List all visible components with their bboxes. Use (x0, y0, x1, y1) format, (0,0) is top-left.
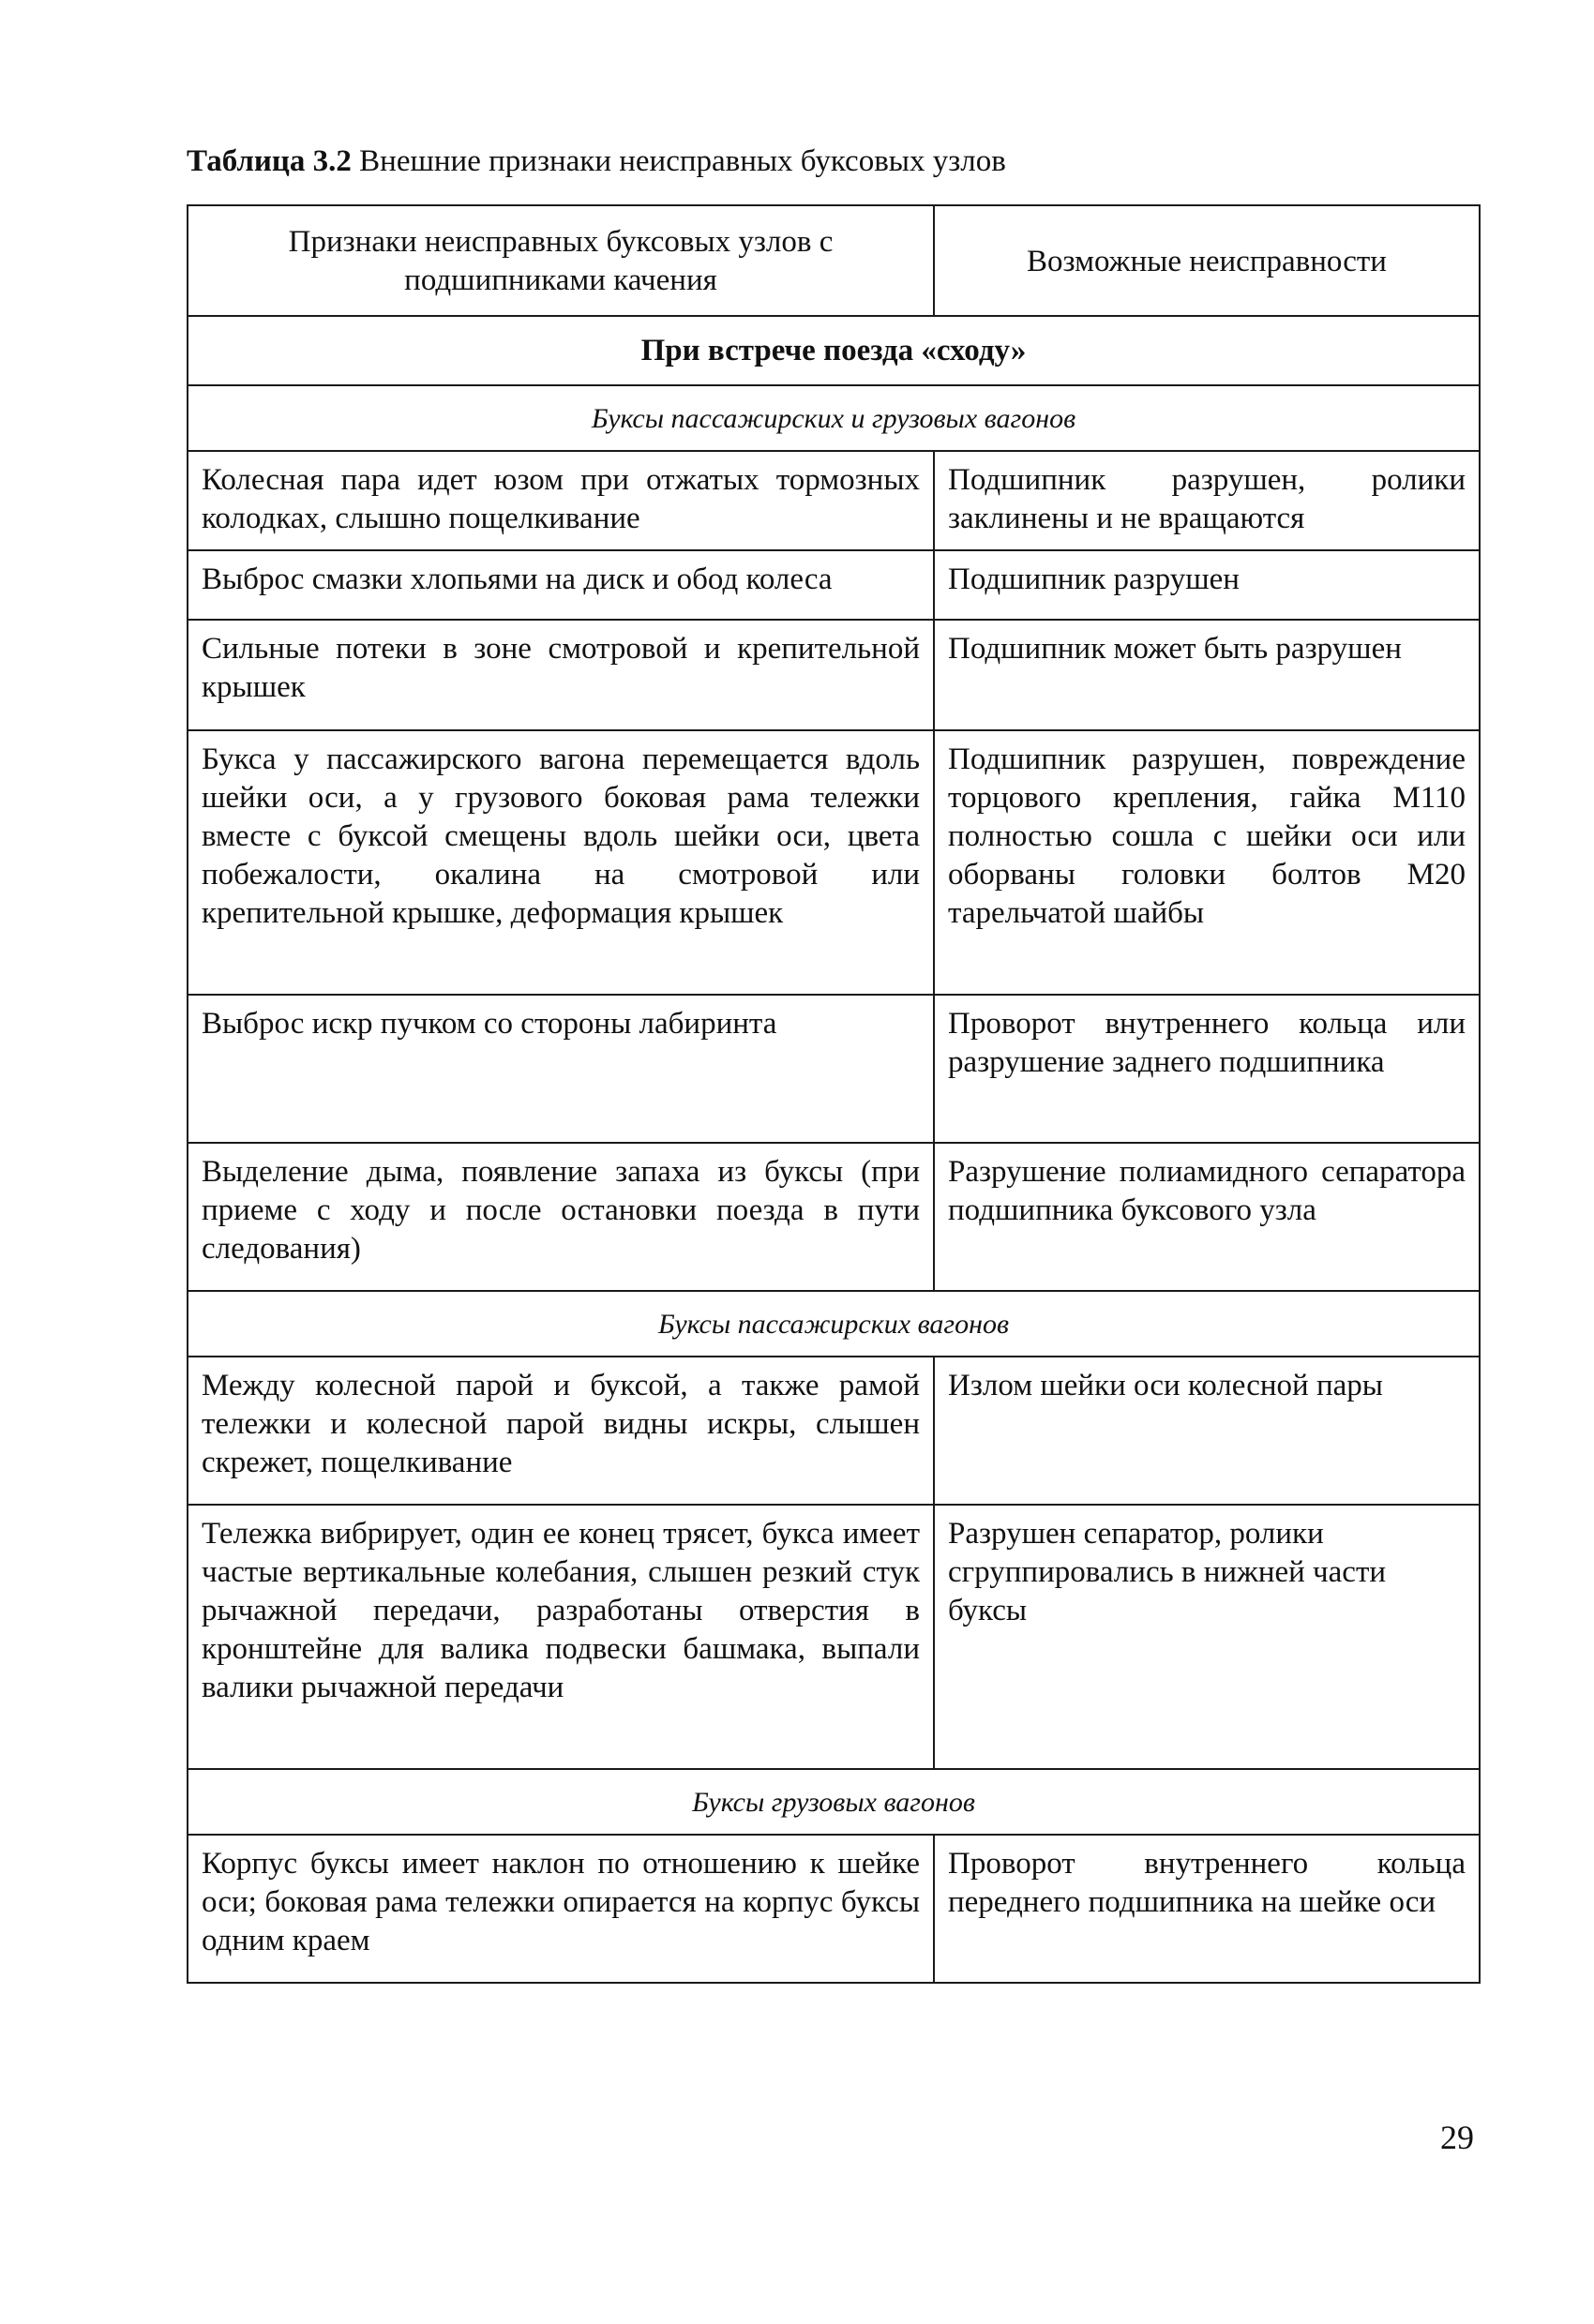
fault-cell: Разрушен сепаратор, ролики сгруппировались в нижней части буксы (934, 1505, 1480, 1769)
caption-text: Внешние признаки неисправных буксовых узлов (359, 144, 1006, 178)
group-row (188, 1291, 1480, 1357)
sign-cell: Сильные потеки в зоне смотровой и крепительной крышек (188, 620, 934, 730)
fault-cell: Излом шейки оси колесной пары (934, 1357, 1480, 1505)
fault-cell: Подшипник разрушен, повреждение торцового крепления, гайка М110 полностью сошла с шейки оси или оборваны головки болтов М20 тарельчатой шайбы (934, 730, 1480, 995)
section-row (188, 316, 1480, 385)
fault-cell: Разрушение полиамидного сепаратора подшипника буксового узла (934, 1143, 1480, 1291)
table-row (188, 451, 1480, 550)
group-row (188, 1769, 1480, 1835)
column-header-signs: Признаки неисправных буксовых узлов с подшипниками качения (188, 205, 934, 316)
table-row (188, 1835, 1480, 1983)
table-row (188, 995, 1480, 1143)
fault-cell: Подшипник разрушен (934, 550, 1480, 620)
sign-cell: Между колесной парой и буксой, а также рамой тележки и колесной парой видны искры, слышен скрежет, пощелкивание (188, 1357, 934, 1505)
table-header-row (188, 205, 1480, 316)
table-row (188, 1505, 1480, 1769)
group-title: Буксы пассажирских вагонов (188, 1291, 1480, 1357)
caption-label: Таблица 3.2 (187, 144, 352, 178)
group-title: Буксы грузовых вагонов (188, 1769, 1480, 1835)
fault-cell: Проворот внутреннего кольца или разрушение заднего подшипника (934, 995, 1480, 1143)
page-number: 29 (1440, 2119, 1474, 2156)
sign-cell: Тележка вибрирует, один ее конец трясет, букса имеет частые вертикальные колебания, слышен резкий стук рычажной передачи, разработаны отверстия в кронштейне для валика подвески башмака, выпали валики рычажной передачи (188, 1505, 934, 1769)
table-row (188, 730, 1480, 995)
sign-cell: Корпус буксы имеет наклон по отношению к шейке оси; боковая рама тележки опирается на корпус буксы одним краем (188, 1835, 934, 1983)
table-caption (187, 142, 1006, 180)
table-row (188, 550, 1480, 620)
fault-cell: Подшипник может быть разрушен (934, 620, 1480, 730)
fault-cell: Подшипник разрушен, ролики заклинены и не вращаются (934, 451, 1480, 550)
sign-cell: Выделение дыма, появление запаха из буксы (при приеме с ходу и после остановки поезда в пути следования) (188, 1143, 934, 1291)
column-header-faults: Возможные неисправности (934, 205, 1480, 316)
sign-cell: Выброс смазки хлопьями на диск и обод колеса (188, 550, 934, 620)
sign-cell: Букса у пассажирского вагона перемещается вдоль шейки оси, а у грузового боковая рама тележки вместе с буксой смещены вдоль шейки оси, цвета побежалости, окалина на смотровой или крепительной крышке, деформация крышек (188, 730, 934, 995)
faults-table (187, 204, 1481, 1984)
table-row (188, 1143, 1480, 1291)
sign-cell: Выброс искр пучком со стороны лабиринта (188, 995, 934, 1143)
group-title: Буксы пассажирских и грузовых вагонов (188, 385, 1480, 451)
sign-cell: Колесная пара идет юзом при отжатых тормозных колодках, слышно пощелкивание (188, 451, 934, 550)
group-row (188, 385, 1480, 451)
table-row (188, 620, 1480, 730)
fault-cell: Проворот внутреннего кольца переднего подшипника на шейке оси (934, 1835, 1480, 1983)
section-title: При встрече поезда «сходу» (188, 316, 1480, 385)
table-row (188, 1357, 1480, 1505)
